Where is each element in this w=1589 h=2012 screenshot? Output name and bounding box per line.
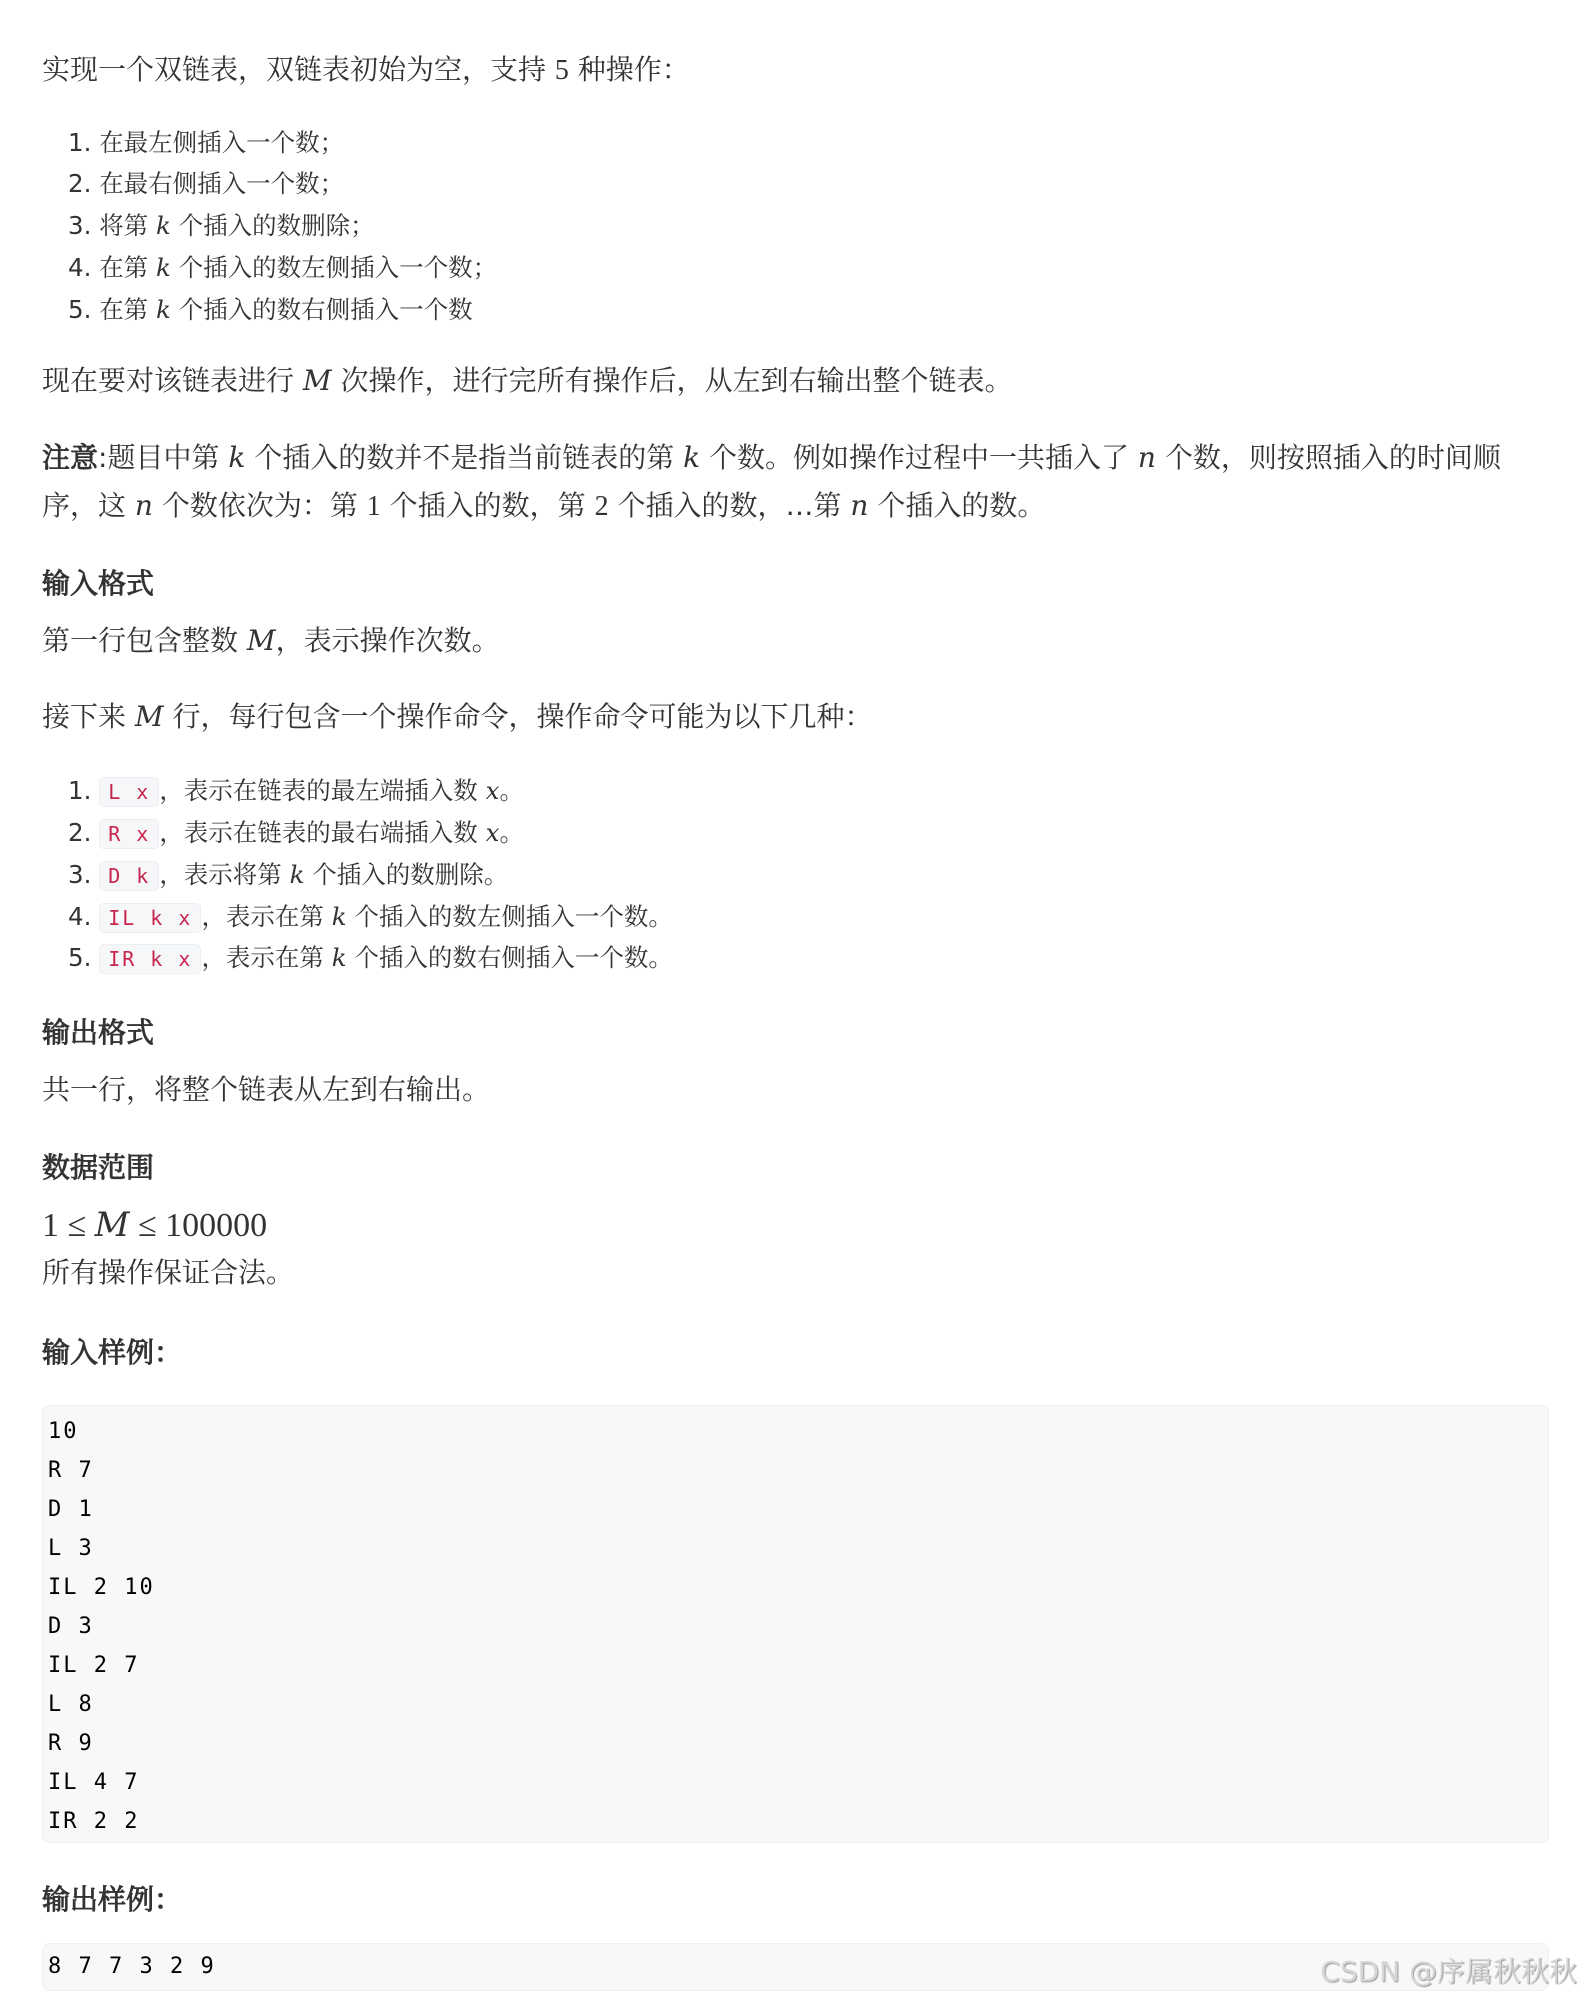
list-text: ，表示将第 bbox=[159, 860, 290, 889]
list-item bbox=[68, 166, 344, 202]
list-text: 将第 bbox=[99, 211, 156, 240]
task-text: 现在要对该链表进行 bbox=[42, 364, 303, 397]
command-item bbox=[68, 940, 673, 977]
math-var: n bbox=[1137, 441, 1156, 474]
list-number: 4. bbox=[68, 253, 92, 282]
text: 行，每行包含一个操作命令，操作命令可能为以下几种： bbox=[163, 700, 873, 733]
code-line: D 3 bbox=[48, 1614, 94, 1639]
note-text: 个数。例如操作过程中一共插入了 bbox=[700, 441, 1138, 474]
list-item bbox=[68, 208, 375, 244]
code-line: IL 4 7 bbox=[48, 1770, 140, 1795]
list-item bbox=[68, 250, 497, 286]
inline-code: IL k x bbox=[99, 903, 201, 933]
code-line: L 8 bbox=[48, 1692, 94, 1717]
math-var: k bbox=[228, 441, 246, 474]
task-paragraph bbox=[42, 361, 1012, 401]
note-text: :题目中第 bbox=[98, 441, 229, 474]
math-var: k bbox=[683, 441, 701, 474]
list-number: 2. bbox=[68, 169, 92, 198]
inline-code: D k bbox=[99, 861, 159, 891]
list-number: 1. bbox=[68, 776, 92, 805]
math-var: M bbox=[302, 364, 332, 397]
math-number: 1 bbox=[42, 1207, 59, 1244]
note-text: 个数，则按照插入的时间顺序，这 bbox=[42, 441, 1501, 522]
list-number: 2. bbox=[68, 818, 92, 847]
list-number: 1. bbox=[68, 128, 92, 157]
math-number: 100000 bbox=[165, 1207, 268, 1244]
intro-text-end: 种操作： bbox=[568, 53, 690, 86]
note-text: 个插入的数，第 bbox=[380, 489, 595, 522]
note-text: 个插入的数并不是指当前链表的第 bbox=[245, 441, 684, 474]
list-number: 5. bbox=[68, 943, 92, 972]
command-item bbox=[68, 815, 524, 852]
list-text: 。 bbox=[499, 776, 524, 805]
list-text: 个插入的数左侧插入一个数； bbox=[170, 253, 498, 282]
note-text: 个插入的数，…第 bbox=[608, 489, 851, 522]
math-var: x bbox=[485, 776, 500, 805]
list-item bbox=[68, 292, 473, 328]
output-format-heading: 输出格式 bbox=[42, 1016, 155, 1049]
sample-input-codeblock[interactable] bbox=[42, 1405, 1549, 1843]
math-var: M bbox=[134, 700, 164, 733]
sample-input-heading: 输入样例： bbox=[42, 1336, 183, 1369]
math-var: k bbox=[155, 295, 171, 324]
math-var: k bbox=[289, 860, 305, 889]
list-text: ，表示在链表的最左端插入数 bbox=[159, 776, 486, 805]
math-var: M bbox=[94, 1205, 130, 1245]
text: ，表示操作次数。 bbox=[275, 624, 500, 657]
csdn-watermark: CSDN @序属秋秋秋 bbox=[1320, 1955, 1577, 1988]
math-var: k bbox=[331, 902, 347, 931]
list-text: ，表示在链表的最右端插入数 bbox=[159, 818, 486, 847]
inline-code: R x bbox=[99, 819, 159, 849]
note-text: 个插入的数。 bbox=[868, 489, 1046, 522]
text: 接下来 bbox=[42, 700, 135, 733]
intro-paragraph bbox=[42, 50, 690, 91]
math-var: k bbox=[155, 211, 171, 240]
list-text: ，表示在第 bbox=[201, 943, 332, 972]
data-range-heading: 数据范围 bbox=[42, 1151, 155, 1184]
task-text: 次操作，进行完所有操作后，从左到右输出整个链表。 bbox=[331, 364, 1013, 397]
output-format-text: 共一行，将整个链表从左到右输出。 bbox=[42, 1073, 491, 1106]
list-text: 个插入的数右侧插入一个数。 bbox=[346, 943, 673, 972]
text: 第一行包含整数 bbox=[42, 624, 247, 657]
code-line: D 1 bbox=[48, 1497, 94, 1522]
list-text: 个插入的数左侧插入一个数。 bbox=[346, 902, 673, 931]
list-text: 在最左侧插入一个数； bbox=[99, 128, 345, 157]
sample-output-heading: 输出样例： bbox=[42, 1883, 183, 1916]
list-text: 。 bbox=[499, 818, 524, 847]
list-text: 在第 bbox=[99, 253, 156, 282]
math-number: 2 bbox=[594, 491, 609, 522]
list-text: 个插入的数删除。 bbox=[304, 860, 509, 889]
data-range-text: 所有操作保证合法。 bbox=[42, 1256, 295, 1289]
list-number: 4. bbox=[68, 902, 92, 931]
code-line: IR 2 2 bbox=[48, 1809, 140, 1834]
command-item bbox=[68, 773, 524, 810]
math-operator: ≤ bbox=[129, 1207, 166, 1244]
math-number: 1 bbox=[366, 491, 381, 522]
math-var: n bbox=[850, 489, 869, 522]
note-text: 个数依次为：第 bbox=[152, 489, 367, 522]
code-line: IL 2 10 bbox=[48, 1575, 155, 1600]
math-var: k bbox=[155, 253, 171, 282]
command-item bbox=[68, 899, 673, 936]
list-text: 在第 bbox=[99, 295, 156, 324]
intro-number: 5 bbox=[554, 55, 569, 86]
math-var: x bbox=[485, 818, 500, 847]
list-number: 3. bbox=[68, 860, 92, 889]
note-label: 注意 bbox=[42, 441, 99, 474]
code-line: R 7 bbox=[48, 1458, 94, 1483]
intro-text: 实现一个双链表，双链表初始为空，支持 bbox=[42, 53, 555, 86]
list-number: 5. bbox=[68, 295, 92, 324]
inline-code: IR k x bbox=[99, 944, 201, 974]
code-line: R 9 bbox=[48, 1731, 94, 1756]
code-line: 10 bbox=[48, 1419, 79, 1444]
math-operator: ≤ bbox=[59, 1207, 95, 1244]
list-text: 在最右侧插入一个数； bbox=[99, 169, 345, 198]
list-number: 3. bbox=[68, 211, 92, 240]
math-var: k bbox=[331, 943, 347, 972]
code-line: IL 2 7 bbox=[48, 1653, 140, 1678]
math-var: M bbox=[246, 624, 276, 657]
math-var: n bbox=[134, 489, 153, 522]
input-format-line2 bbox=[42, 697, 872, 737]
list-text: ，表示在第 bbox=[201, 902, 332, 931]
input-format-heading: 输入格式 bbox=[42, 567, 155, 600]
inline-code: L x bbox=[99, 777, 159, 807]
code-line: 8 7 7 3 2 9 bbox=[48, 1954, 216, 1979]
code-line: L 3 bbox=[48, 1536, 94, 1561]
data-range-formula bbox=[42, 1203, 267, 1248]
list-item bbox=[68, 125, 344, 161]
command-item bbox=[68, 857, 508, 894]
input-format-line1 bbox=[42, 621, 500, 661]
note-paragraph bbox=[42, 434, 1552, 531]
list-text: 个插入的数删除； bbox=[170, 211, 375, 240]
list-text: 个插入的数右侧插入一个数 bbox=[170, 295, 473, 324]
